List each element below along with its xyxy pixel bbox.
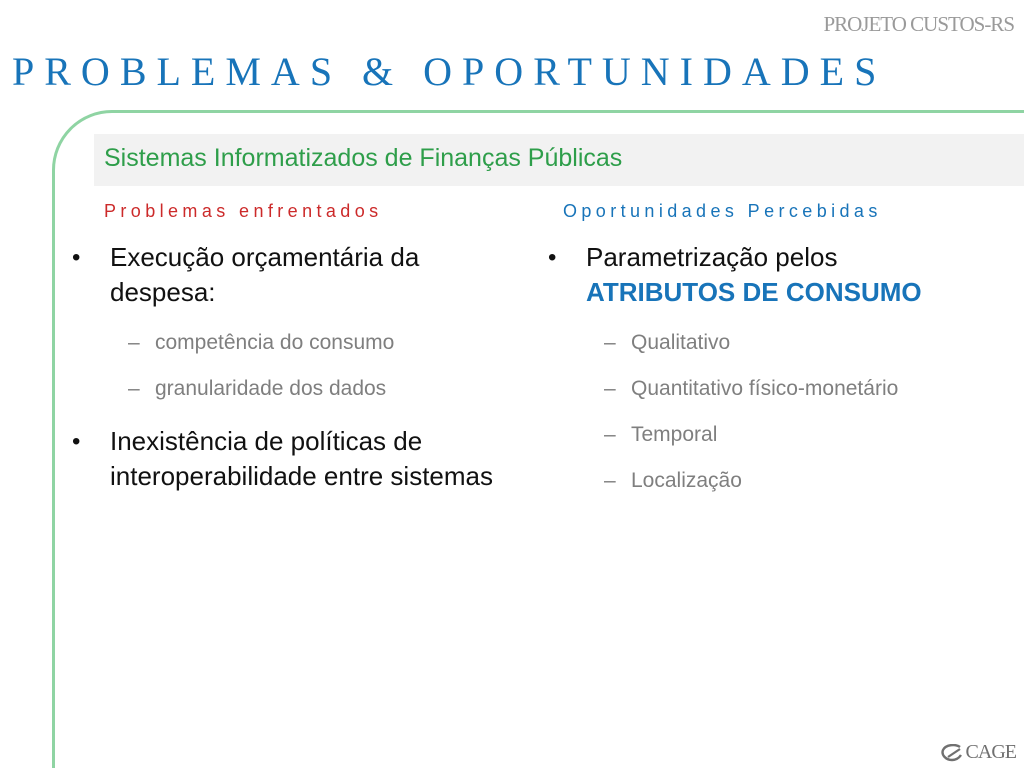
problems-heading: Problemas enfrentados [104,201,383,221]
cage-logo-icon [940,744,964,762]
opportunity-accent-text: ATRIBUTOS DE CONSUMO [586,277,922,307]
bullet-icon: • [72,244,81,271]
problems-list [72,240,512,494]
cage-logo-text: CAGE [965,741,1016,763]
sub-item-text: Localização [631,469,742,492]
sub-item-text: Qualitativo [631,331,731,354]
opportunities-list [548,240,1018,516]
problem-item-text: Inexistência de políticas de interoperabilidade entre sistemas [110,426,493,491]
list-item [72,240,512,412]
dash-icon: – [604,331,616,354]
dash-icon: – [604,423,616,446]
sub-list-item [586,320,1018,366]
sub-item-text: Quantitativo físico-monetário [631,377,899,400]
list-item [72,424,512,494]
sub-item-text: competência do consumo [155,331,395,354]
project-label: PROJETO CUSTOS-RS [823,12,1014,36]
sub-list-item [110,320,512,366]
page-title: PROBLEMAS & OPORTUNIDADES [12,49,887,94]
sub-item-text: granularidade dos dados [155,377,387,400]
dash-icon: – [604,469,616,492]
sub-list-item [586,366,1018,412]
subtitle-bar [94,134,1024,186]
dash-icon: – [128,377,140,400]
dash-icon: – [604,377,616,400]
sub-item-text: Temporal [631,423,718,446]
opportunity-item-text: Parametrização pelos [586,242,838,272]
list-item [548,240,1018,504]
cage-logo [940,741,1016,764]
sub-list-item [586,458,1018,504]
subtitle-text: Sistemas Informatizados de Finanças Públicas [104,144,623,172]
sub-list-item [110,366,512,412]
dash-icon: – [128,331,140,354]
bullet-icon: • [548,244,557,271]
bullet-icon: • [72,428,81,455]
sub-list [110,320,512,412]
problem-item-text: Execução orçamentária da despesa: [110,242,420,307]
sub-list [586,320,1018,504]
opportunities-heading: Oportunidades Percebidas [563,201,882,221]
sub-list-item [586,412,1018,458]
